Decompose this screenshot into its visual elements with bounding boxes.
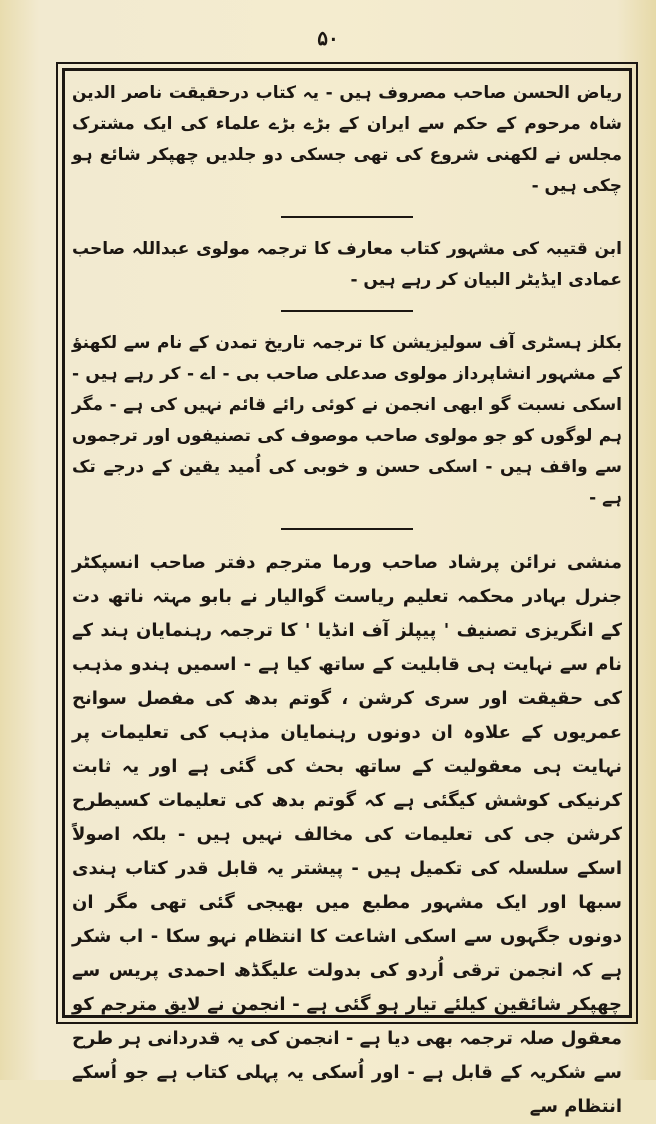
- page-number: ۵۰: [317, 26, 339, 50]
- section-divider: [281, 310, 413, 312]
- paragraph-buckle-history: بکلز ہسٹری آف سولیزیشن کا ترجمہ تاریخ تمدن کے نام سے لکھنؤ کے مشہور انشاپرداز مولوی صدعلی صاحب بی - اے - کر رہے ہیں - اسکی نسبت گو ابھی انجمن نے کوئی رائے قائم نہیں کی ہے - مگر ہم لوگوں کو جو مولوی صاحب موصوف کی تصنیفوں اور ترجموں سے واقف ہیں - اسکی حسن و خوبی کی اُمید یقین کے درجے تک ہے -: [72, 333, 622, 508]
- page-content: [72, 76, 622, 1124]
- paragraph-ibn-qutaybah: ابن قتیبہ کی مشہور کتاب معارف کا ترجمہ مولوی عبداللہ صاحب عمادی ایڈیٹر البیان کر رہے ہیں -: [72, 239, 622, 290]
- paragraph-riyaz-ul-hasan: ریاض الحسن صاحب مصروف ہیں - یہ کتاب درحقیقت ناصر الدین شاہ مرحوم کے حکم سے ایران کے بڑے بڑے علماء کی ایک مشترک مجلس نے لکھنی شروع کی تھی جسکی دو جلدیں چھپکر شائع ہو چکی ہیں -: [72, 83, 622, 196]
- paragraph-rahnumayan-e-hind: منشی نرائن پرشاد صاحب ورما مترجم دفتر صاحب انسپکٹر جنرل بہادر محکمہ تعلیم ریاست گوالیار نے بابو مہتہ ناتھ دت کے انگریزی تصنیف ' پیپلز آف انڈیا ' کا ترجمہ رہنمایان ہند کے نام سے نہایت ہی قابلیت کے ساتھ کیا ہے - اسمیں ہندو مذہب کی حقیقت اور سری کرشن ، گوتم بدھ کی مفصل سوانح عمریوں کے علاوہ ان دونوں رہنمایان مذہب کی تعلیمات پر نہایت ہی معقولیت کے ساتھ بحث کی گئی ہے اور یہ ثابت کرنیکی کوشش کیگئی ہے کہ گوتم بدھ کی تعلیمات کسیطرح کرشن جی کی تعلیمات کی مخالف نہیں ہیں - بلکہ اصولاً اسکے سلسلہ کی تکمیل ہیں - پیشتر یہ قابل قدر کتاب ہندی سبھا اور ایک مشہور مطبع میں بھیجی گئی تھی مگر ان دونوں جگہوں سے اسکی اشاعت کا انتظام نہو سکا - اب شکر ہے کہ انجمن ترقی اُردو کی بدولت علیگڈھ احمدی پریس سے چھپکر شائقین کیلئے تیار ہو گئی ہے - انجمن نے لایق مترجم کو معقول صلہ ترجمہ بھی دیا ہے - انجمن کی یہ قدردانی ہر طرح سے شکریہ کے قابل ہے - اور اُسکی یہ پہلی کتاب ہے جو اُسکے انتظام سے: [72, 552, 622, 1117]
- section-divider: [281, 216, 413, 218]
- section-divider: [281, 528, 413, 530]
